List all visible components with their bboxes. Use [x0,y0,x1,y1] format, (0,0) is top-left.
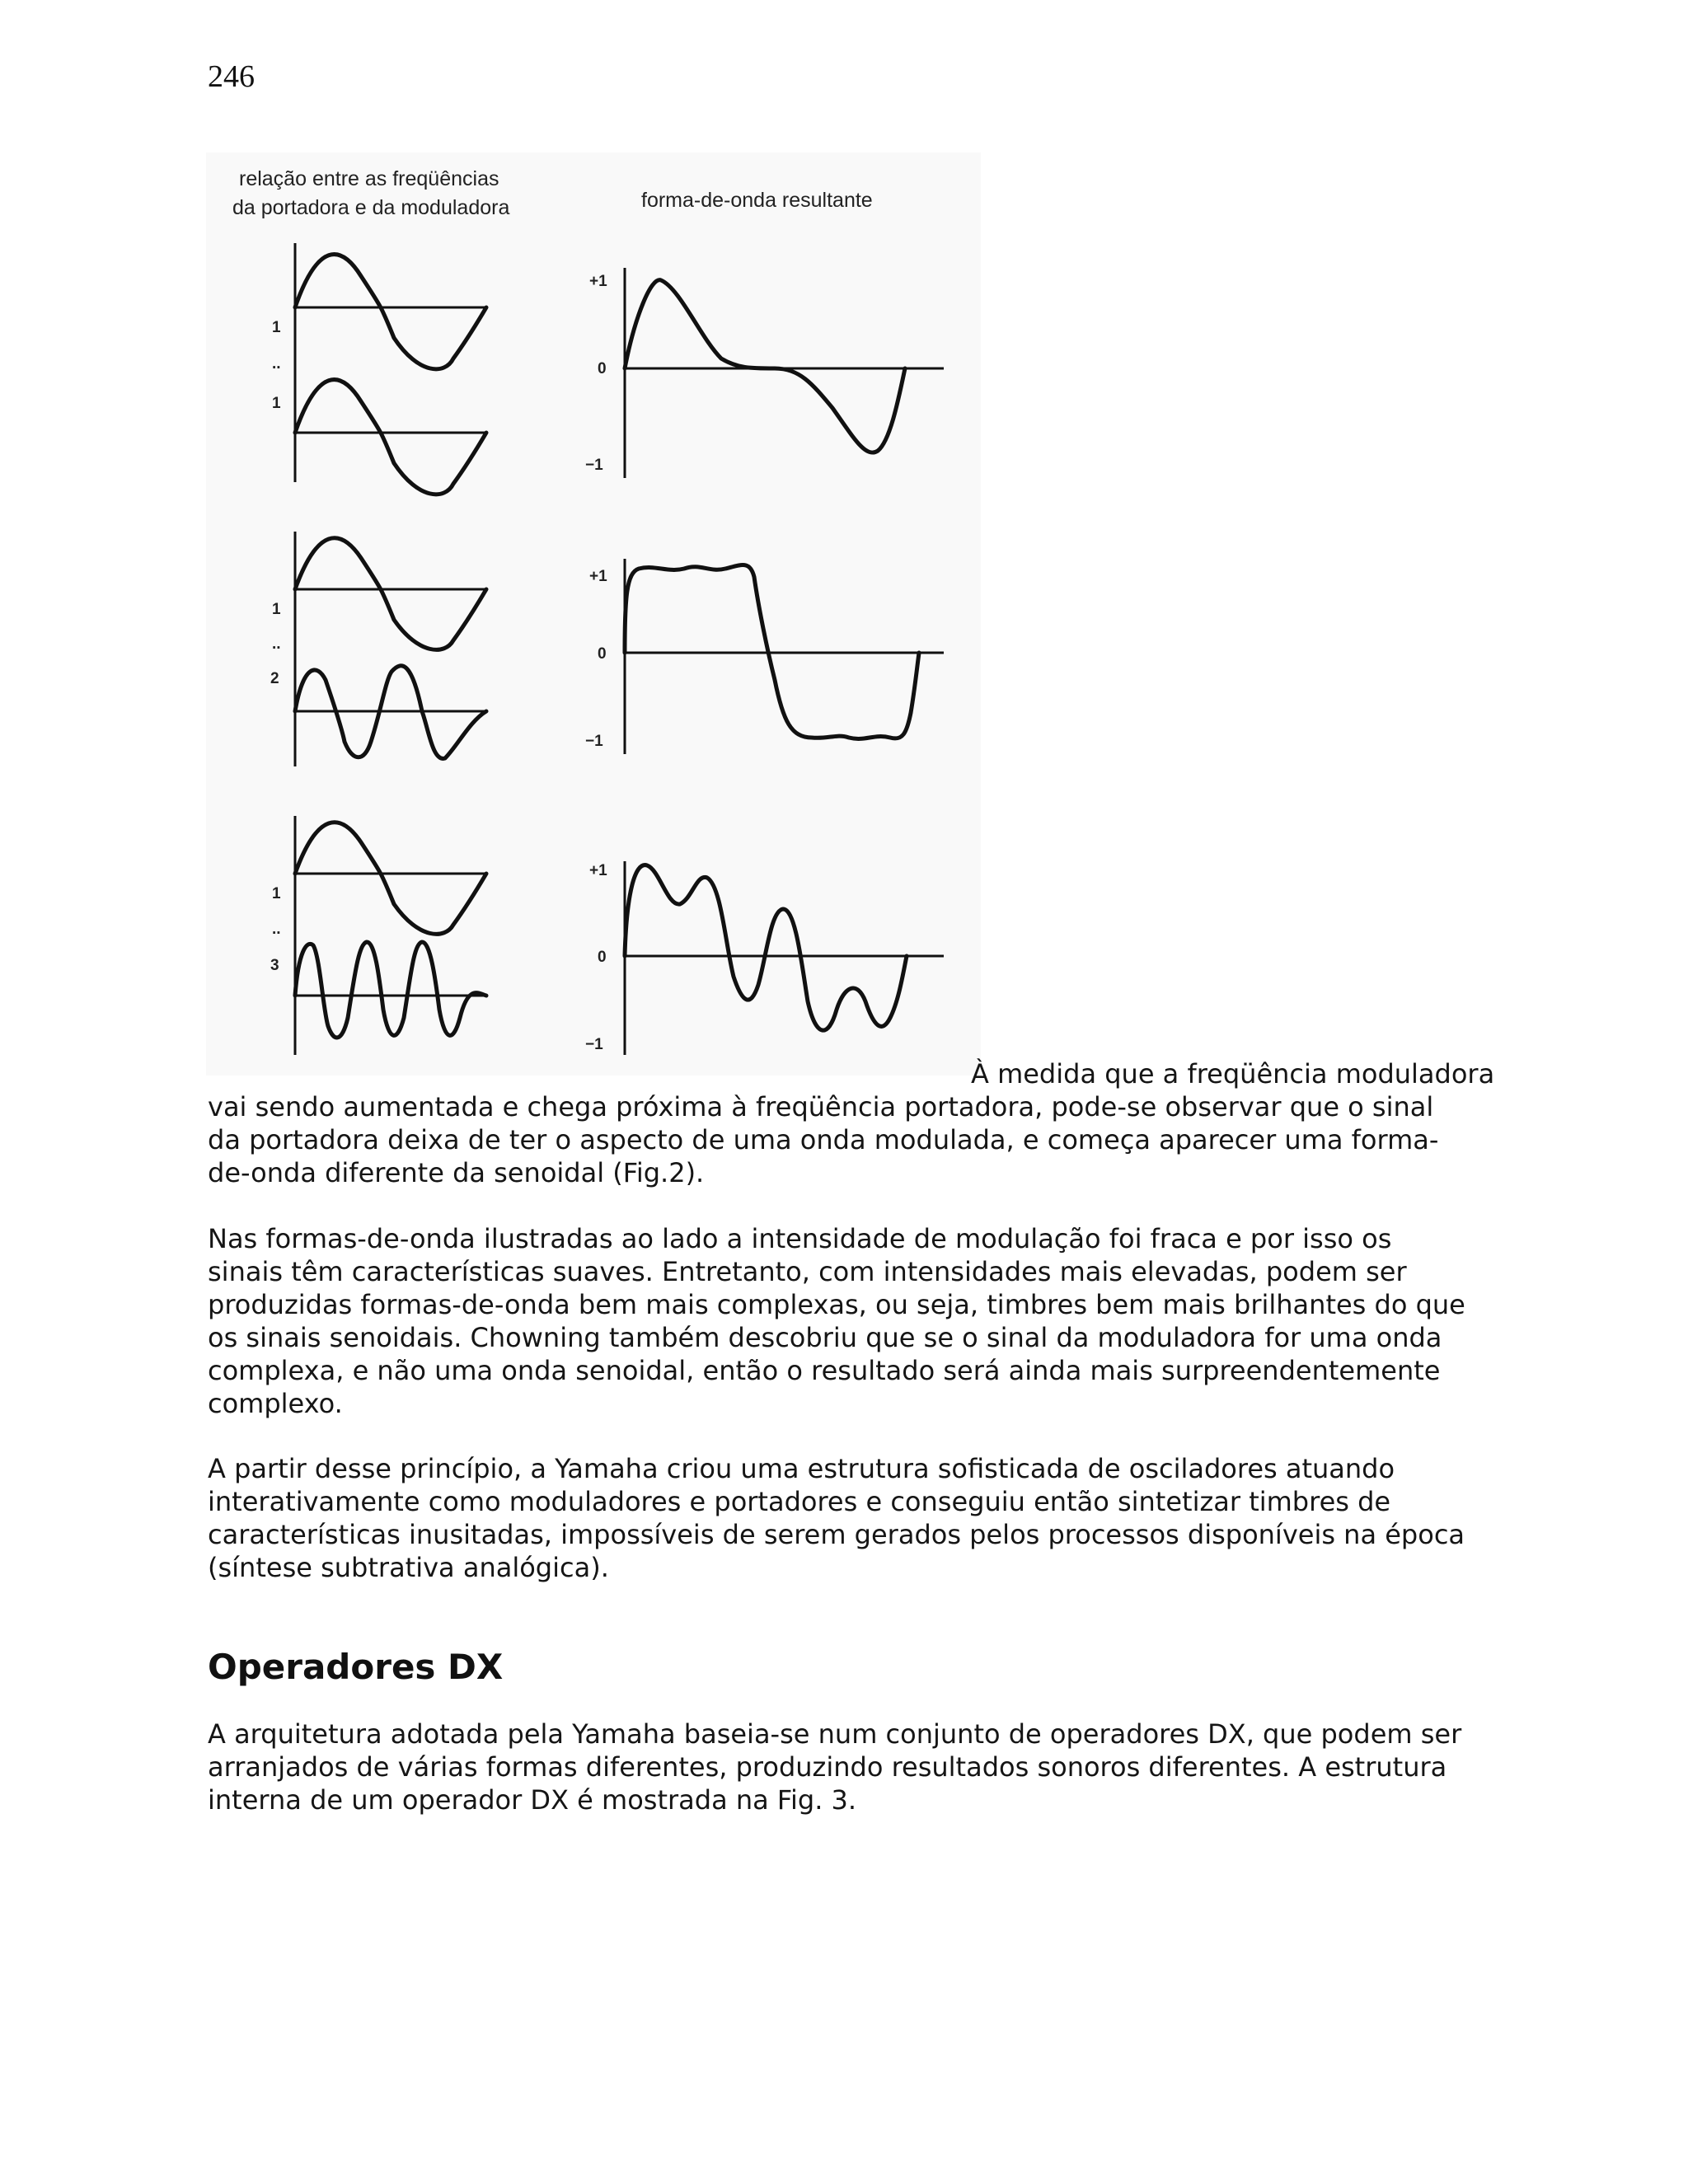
fm-waveform-diagram [206,152,981,1076]
left-column-title-line1: relação entre as freqüências [239,167,499,190]
paragraph-line: À medida que a freqüência moduladora [971,1058,1495,1090]
row-2-carrier-wave [295,538,486,650]
row-3-carrier-wave [295,823,486,935]
section-heading: Operadores DX [208,1647,504,1687]
paragraph-line: produzidas formas-de-onda bem mais complexas, ou seja, timbres bem mais brilhantes do que [208,1289,1465,1320]
right-column-title: forma-de-onda resultante [641,189,873,212]
paragraph-dx-architecture [208,1718,1526,1816]
paragraph-line: da portadora deixa de ter o aspecto de uma onda modulada, e começa aparecer uma forma- [208,1124,1439,1155]
row-1-modulator-ratio: 1 [272,395,281,412]
paragraph-line: complexo. [208,1388,343,1419]
row-3-carrier-ratio: 1 [272,885,281,902]
row-1-y-label-zero: 0 [598,360,607,377]
paragraph-line: Nas formas-de-onda ilustradas ao lado a intensidade de modulação foi fraca e por isso os [208,1223,1392,1254]
paragraph-line: (síntese subtrativa analógica). [208,1552,609,1583]
paragraph-yamaha-structure [208,1452,1526,1584]
paragraph-line: vai sendo aumentada e chega próxima à freqüência portadora, pode-se observar que o sinal [208,1091,1434,1122]
paragraph-line: de-onda diferente da senoidal (Fig.2). [208,1157,705,1188]
row-3-result-wave [625,865,907,1031]
paragraph-line: os sinais senoidais. Chowning também descobriu que se o sinal da moduladora for uma onda [208,1322,1442,1353]
paragraph-line: A arquitetura adotada pela Yamaha baseia-se num conjunto de operadores DX, que podem ser [208,1718,1462,1750]
paragraph-line: A partir desse princípio, a Yamaha criou uma estrutura sofisticada de osciladores atuando [208,1453,1395,1484]
row-3-ratio-1-3 [270,816,944,1055]
row-3-modulator-wave [295,942,486,1038]
paragraph-line: sinais têm características suaves. Entretanto, com intensidades mais elevadas, podem ser [208,1256,1407,1287]
row-1-carrier-ratio: 1 [272,319,281,336]
row-3-y-label-zero: 0 [598,949,607,966]
paragraph-line: complexa, e não uma onda senoidal, então o resultado será ainda mais surpreendentemente [208,1355,1441,1386]
left-column-title-line2: da portadora e da moduladora [232,196,510,219]
row-1-carrier-wave [295,255,486,369]
row-3-y-label-bottom: −1 [585,1036,603,1053]
page-number: 246 [208,59,255,94]
row-1-y-label-bottom: −1 [585,457,603,474]
row-2-separator: .. [272,635,281,653]
row-2-y-label-bottom: −1 [585,733,603,750]
row-1-y-label-top: +1 [589,273,607,290]
paragraph-modulation-frequency [208,1057,1526,1189]
row-1-modulator-wave [295,380,486,494]
row-3-separator: .. [272,921,281,938]
fm-waveform-figure [206,152,981,1076]
paragraph-line: características inusitadas, impossíveis de serem gerados pelos processos disponíveis na época [208,1519,1465,1550]
paragraph-waveform-intensity [208,1222,1526,1420]
row-2-modulator-ratio: 2 [270,670,279,687]
paragraph-line: interna de um operador DX é mostrada na Fig. 3. [208,1784,857,1816]
row-3-modulator-ratio: 3 [270,957,279,974]
row-1-result-wave [625,280,905,452]
paragraph-line: arranjados de várias formas diferentes, produzindo resultados sonoros diferentes. A estrutura [208,1751,1447,1783]
row-2-y-label-zero: 0 [598,645,607,663]
paragraph-line: interativamente como moduladores e portadores e conseguiu então sintetizar timbres de [208,1486,1391,1517]
row-1-ratio-1-1 [272,243,944,494]
row-3-y-label-top: +1 [589,862,607,879]
row-2-carrier-ratio: 1 [272,601,281,618]
row-2-y-label-top: +1 [589,568,607,585]
row-2-ratio-1-2 [270,532,944,766]
row-1-separator: .. [272,355,281,373]
